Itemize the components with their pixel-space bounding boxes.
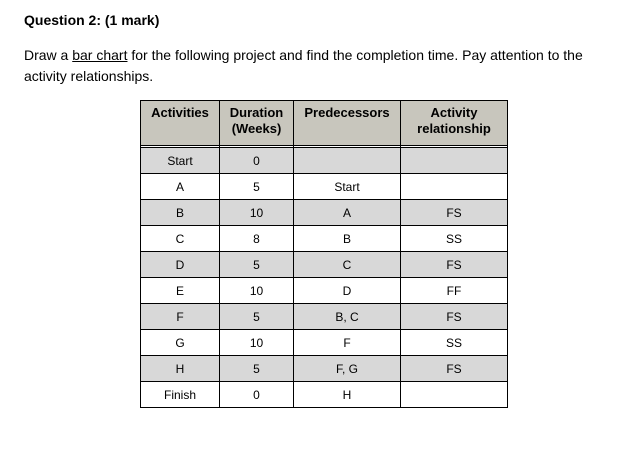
- header-activities: Activities: [141, 101, 220, 146]
- question-instructions: [24, 45, 624, 87]
- header-relationship-line1: Activity: [430, 105, 478, 120]
- predecessors-cell: B, C: [294, 304, 401, 330]
- predecessors-cell: B: [294, 226, 401, 252]
- relationship-cell: FS: [401, 356, 508, 382]
- activity-cell: E: [141, 278, 220, 304]
- relationship-cell: [401, 174, 508, 200]
- table-row: [141, 382, 508, 408]
- table-row: [141, 174, 508, 200]
- duration-cell: 5: [220, 174, 294, 200]
- table-row: [141, 356, 508, 382]
- predecessors-cell: F: [294, 330, 401, 356]
- relationship-cell: SS: [401, 330, 508, 356]
- project-activities-table: [140, 100, 508, 408]
- activity-cell: D: [141, 252, 220, 278]
- question-title: Question 2: (1 mark): [24, 12, 160, 28]
- activity-cell: C: [141, 226, 220, 252]
- duration-cell: 10: [220, 330, 294, 356]
- duration-cell: 5: [220, 356, 294, 382]
- activity-cell: H: [141, 356, 220, 382]
- relationship-cell: FF: [401, 278, 508, 304]
- activity-cell: G: [141, 330, 220, 356]
- relationship-cell: SS: [401, 226, 508, 252]
- predecessors-cell: D: [294, 278, 401, 304]
- table-row: [141, 330, 508, 356]
- duration-cell: 5: [220, 304, 294, 330]
- header-relationship: [401, 101, 508, 146]
- predecessors-cell: Start: [294, 174, 401, 200]
- instructions-text-end: for the following project and find the completion time. Pay attention to the activity relationships.: [24, 47, 583, 84]
- header-relationship-line2: relationship: [417, 121, 491, 136]
- table-row: [141, 252, 508, 278]
- predecessors-cell: H: [294, 382, 401, 408]
- duration-cell: 0: [220, 148, 294, 174]
- activity-cell: Start: [141, 148, 220, 174]
- activity-cell: F: [141, 304, 220, 330]
- duration-cell: 5: [220, 252, 294, 278]
- header-predecessors: Predecessors: [294, 101, 401, 146]
- duration-cell: 0: [220, 382, 294, 408]
- table-header-row: [141, 101, 508, 146]
- table-row: [141, 278, 508, 304]
- duration-cell: 8: [220, 226, 294, 252]
- predecessors-cell: C: [294, 252, 401, 278]
- activity-cell: Finish: [141, 382, 220, 408]
- header-duration-line2: (Weeks): [231, 121, 282, 136]
- table-row: [141, 200, 508, 226]
- relationship-cell: [401, 148, 508, 174]
- table-row: [141, 148, 508, 174]
- predecessors-cell: [294, 148, 401, 174]
- predecessors-cell: F, G: [294, 356, 401, 382]
- duration-cell: 10: [220, 278, 294, 304]
- predecessors-cell: A: [294, 200, 401, 226]
- duration-cell: 10: [220, 200, 294, 226]
- relationship-cell: FS: [401, 304, 508, 330]
- bar-chart-link[interactable]: bar chart: [72, 47, 128, 63]
- header-duration-line1: Duration: [229, 105, 284, 120]
- activity-cell: B: [141, 200, 220, 226]
- header-duration: [220, 101, 294, 146]
- activity-cell: A: [141, 174, 220, 200]
- table-row: [141, 226, 508, 252]
- relationship-cell: FS: [401, 252, 508, 278]
- relationship-cell: FS: [401, 200, 508, 226]
- table-row: [141, 304, 508, 330]
- instructions-text-start: Draw a: [24, 47, 73, 63]
- relationship-cell: [401, 382, 508, 408]
